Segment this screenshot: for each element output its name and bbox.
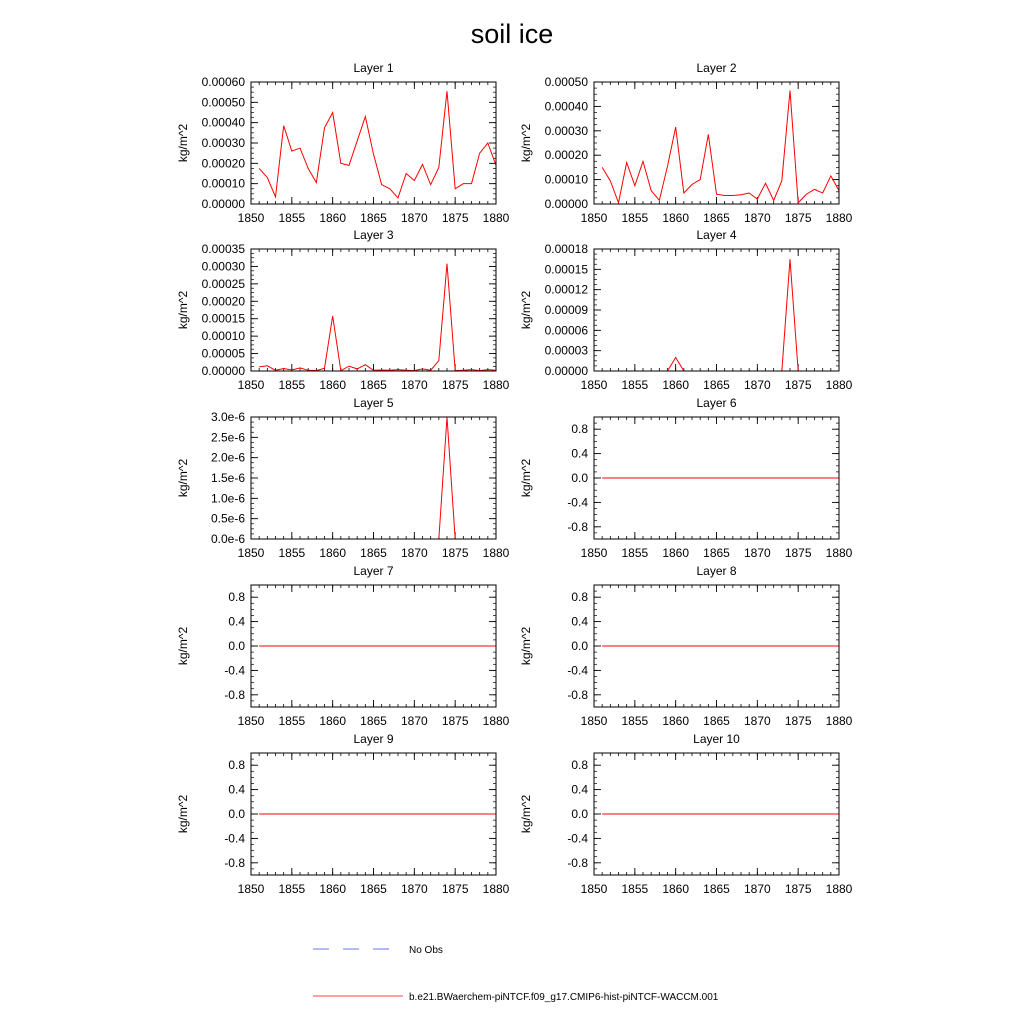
panel-5-xtick-label: 1875 xyxy=(441,546,469,560)
panel-7-ytick-label: 0.4 xyxy=(228,614,245,629)
panel-6-xtick-label: 1880 xyxy=(825,546,853,560)
panel-2 xyxy=(519,61,853,225)
panel-3-frame xyxy=(251,249,496,371)
panel-9-xtick-label: 1850 xyxy=(237,882,265,896)
legend xyxy=(313,945,719,1003)
panel-7-xtick-label: 1875 xyxy=(441,714,469,728)
panel-9-ylabel: kg/m^2 xyxy=(176,794,190,834)
panel-1-xtick-label: 1865 xyxy=(360,211,387,225)
panel-8-xtick-label: 1880 xyxy=(825,714,853,728)
panel-7-ytick-label: -0.4 xyxy=(224,663,245,678)
panel-3-xtick-label: 1865 xyxy=(360,378,387,392)
panel-7-ylabel: kg/m^2 xyxy=(176,626,190,666)
panel-6-ytick-label: -0.4 xyxy=(567,495,588,510)
panel-10-xtick-label: 1850 xyxy=(580,882,608,896)
panel-1-ytick-label: 0.00000 xyxy=(201,197,245,211)
panel-10-xtick-label: 1855 xyxy=(621,882,649,896)
legend-label-model-run: b.e21.BWaerchem-piNTCF.f09_g17.CMIP6-hist-piNTCF-WACCM.001 xyxy=(409,992,719,1003)
panel-1-ytick-label: 0.00040 xyxy=(201,115,245,130)
panel-10-ytick-label: -0.8 xyxy=(567,855,588,870)
panel-6-title: Layer 6 xyxy=(696,396,737,410)
panel-1-ytick-label: 0.00060 xyxy=(201,75,245,89)
panel-4-ytick-label: 0.00018 xyxy=(544,242,588,256)
panel-9-ytick-label: -0.4 xyxy=(224,831,245,846)
panel-4-ytick-label: 0.00006 xyxy=(544,323,588,338)
panel-2-xtick-label: 1880 xyxy=(825,211,853,225)
panel-9-xtick-label: 1860 xyxy=(319,882,347,896)
panel-6-ytick-label: 0.8 xyxy=(571,422,588,437)
panel-4-series-line xyxy=(602,259,839,371)
panel-2-ytick-label: 0.00000 xyxy=(544,197,588,211)
panel-4-ytick-label: 0.00015 xyxy=(544,262,588,277)
panel-1-ytick-label: 0.00030 xyxy=(201,136,245,150)
panel-4-xtick-label: 1875 xyxy=(784,378,812,392)
panel-3 xyxy=(176,228,510,392)
panel-4-ytick-label: 0.00000 xyxy=(544,364,588,378)
panel-8-ylabel: kg/m^2 xyxy=(519,626,533,666)
panel-6-ylabel: kg/m^2 xyxy=(519,458,533,498)
panel-4-ylabel: kg/m^2 xyxy=(519,290,533,330)
panel-1-title: Layer 1 xyxy=(353,61,394,75)
panel-2-xtick-label: 1855 xyxy=(621,211,649,225)
panel-8-ytick-label: 0.0 xyxy=(571,639,588,653)
panel-7-ytick-label: -0.8 xyxy=(224,687,245,702)
panel-10-ytick-label: 0.8 xyxy=(571,758,588,773)
panel-1-ylabel: kg/m^2 xyxy=(176,123,190,163)
panel-10-ytick-label: 0.4 xyxy=(571,782,588,797)
panel-5-ytick-label: 2.5e-6 xyxy=(210,430,245,445)
panel-4-xtick-label: 1865 xyxy=(703,378,730,392)
panel-7-xtick-label: 1860 xyxy=(319,714,347,728)
panel-2-xtick-label: 1870 xyxy=(743,211,771,225)
panel-4-frame xyxy=(594,249,839,371)
panel-2-ytick-label: 0.00050 xyxy=(544,75,588,89)
panel-2-ytick-label: 0.00020 xyxy=(544,148,588,163)
panel-3-ytick-label: 0.00025 xyxy=(201,276,245,291)
panel-5-ytick-label: 3.0e-6 xyxy=(210,410,245,424)
panel-3-ylabel: kg/m^2 xyxy=(176,290,190,330)
panel-5-xtick-label: 1850 xyxy=(237,546,265,560)
panel-2-ylabel: kg/m^2 xyxy=(519,123,533,163)
panel-3-xtick-label: 1870 xyxy=(400,378,428,392)
panel-1-xtick-label: 1875 xyxy=(441,211,469,225)
panel-7-xtick-label: 1855 xyxy=(278,714,306,728)
panel-8-xtick-label: 1855 xyxy=(621,714,649,728)
panel-10-xtick-label: 1875 xyxy=(784,882,812,896)
panel-7 xyxy=(176,564,510,728)
panel-6-xtick-label: 1870 xyxy=(743,546,771,560)
panel-10 xyxy=(519,732,853,896)
figure-title: soil ice xyxy=(470,19,554,49)
panel-8-xtick-label: 1860 xyxy=(662,714,690,728)
panel-5-ytick-label: 2.0e-6 xyxy=(210,450,245,465)
panel-10-ytick-label: 0.0 xyxy=(571,807,588,821)
panel-4-xtick-label: 1855 xyxy=(621,378,649,392)
panel-9-xtick-label: 1875 xyxy=(441,882,469,896)
panel-7-title: Layer 7 xyxy=(353,564,394,578)
panel-6-xtick-label: 1855 xyxy=(621,546,649,560)
panel-1-xtick-label: 1855 xyxy=(278,211,306,225)
panel-9-ytick-label: 0.0 xyxy=(228,807,245,821)
panel-9-xtick-label: 1880 xyxy=(482,882,510,896)
panel-9 xyxy=(176,732,510,896)
panel-5-xtick-label: 1855 xyxy=(278,546,306,560)
panel-8-xtick-label: 1870 xyxy=(743,714,771,728)
panel-4-ytick-label: 0.00012 xyxy=(544,282,588,297)
panel-3-title: Layer 3 xyxy=(353,228,394,242)
panel-8-xtick-label: 1875 xyxy=(784,714,812,728)
panel-6-xtick-label: 1875 xyxy=(784,546,812,560)
panel-4-xtick-label: 1880 xyxy=(825,378,853,392)
panel-1-series-line xyxy=(259,91,496,198)
panel-3-ytick-label: 0.00035 xyxy=(201,242,245,256)
panel-3-xtick-label: 1850 xyxy=(237,378,265,392)
panel-7-xtick-label: 1870 xyxy=(400,714,428,728)
panel-9-ytick-label: 0.4 xyxy=(228,782,245,797)
panel-8-ytick-label: 0.8 xyxy=(571,590,588,605)
panel-5-ytick-label: 0.0e-6 xyxy=(210,532,245,546)
panel-9-xtick-label: 1865 xyxy=(360,882,387,896)
panel-7-xtick-label: 1850 xyxy=(237,714,265,728)
panel-6-xtick-label: 1850 xyxy=(580,546,608,560)
panel-2-xtick-label: 1860 xyxy=(662,211,690,225)
panel-1-xtick-label: 1850 xyxy=(237,211,265,225)
panel-2-ytick-label: 0.00040 xyxy=(544,99,588,114)
panel-6-xtick-label: 1860 xyxy=(662,546,690,560)
panel-5-xtick-label: 1860 xyxy=(319,546,347,560)
panel-2-frame xyxy=(594,82,839,204)
panel-2-series-line xyxy=(602,91,839,203)
panel-8-xtick-label: 1865 xyxy=(703,714,730,728)
panel-10-xtick-label: 1870 xyxy=(743,882,771,896)
panel-5-ylabel: kg/m^2 xyxy=(176,458,190,498)
panel-6 xyxy=(519,396,853,560)
panel-3-ytick-label: 0.00010 xyxy=(201,329,245,344)
panel-4-ytick-label: 0.00009 xyxy=(544,303,588,317)
panel-2-ytick-label: 0.00010 xyxy=(544,172,588,187)
panel-8-ytick-label: -0.8 xyxy=(567,687,588,702)
panel-1 xyxy=(176,61,510,225)
panel-10-xtick-label: 1880 xyxy=(825,882,853,896)
panel-8-xtick-label: 1850 xyxy=(580,714,608,728)
panel-1-xtick-label: 1860 xyxy=(319,211,347,225)
panel-6-xtick-label: 1865 xyxy=(703,546,730,560)
panel-9-xtick-label: 1855 xyxy=(278,882,306,896)
panel-1-ytick-label: 0.00050 xyxy=(201,95,245,110)
panel-8-ytick-label: 0.4 xyxy=(571,614,588,629)
panel-3-ytick-label: 0.00020 xyxy=(201,294,245,309)
panel-8-title: Layer 8 xyxy=(696,564,737,578)
panel-5 xyxy=(176,396,510,560)
panel-7-xtick-label: 1880 xyxy=(482,714,510,728)
panel-9-xtick-label: 1870 xyxy=(400,882,428,896)
panel-10-ylabel: kg/m^2 xyxy=(519,794,533,834)
panel-2-title: Layer 2 xyxy=(696,61,737,75)
panel-1-xtick-label: 1880 xyxy=(482,211,510,225)
panel-5-ytick-label: 0.5e-6 xyxy=(210,511,245,526)
panel-3-ytick-label: 0.00015 xyxy=(201,311,245,326)
panel-4-ytick-label: 0.00003 xyxy=(544,343,588,358)
panel-5-xtick-label: 1880 xyxy=(482,546,510,560)
panel-3-series-line xyxy=(259,264,496,371)
panel-9-ytick-label: -0.8 xyxy=(224,855,245,870)
panel-7-xtick-label: 1865 xyxy=(360,714,387,728)
legend-label-no-obs: No Obs xyxy=(409,945,443,956)
panel-7-ytick-label: 0.8 xyxy=(228,590,245,605)
panel-4-title: Layer 4 xyxy=(696,228,737,242)
panel-6-ytick-label: 0.4 xyxy=(571,446,588,461)
panel-5-ytick-label: 1.5e-6 xyxy=(210,471,245,485)
panel-4-xtick-label: 1860 xyxy=(662,378,690,392)
panel-10-xtick-label: 1860 xyxy=(662,882,690,896)
panel-4-xtick-label: 1850 xyxy=(580,378,608,392)
panel-4 xyxy=(519,228,853,392)
panel-4-xtick-label: 1870 xyxy=(743,378,771,392)
panels xyxy=(176,61,853,896)
panel-8 xyxy=(519,564,853,728)
panel-3-xtick-label: 1880 xyxy=(482,378,510,392)
panel-3-ytick-label: 0.00030 xyxy=(201,259,245,274)
panel-5-ytick-label: 1.0e-6 xyxy=(210,491,245,506)
panel-6-ytick-label: 0.0 xyxy=(571,471,588,485)
panel-10-xtick-label: 1865 xyxy=(703,882,730,896)
panel-2-xtick-label: 1865 xyxy=(703,211,730,225)
panel-2-xtick-label: 1875 xyxy=(784,211,812,225)
panel-3-xtick-label: 1860 xyxy=(319,378,347,392)
panel-3-xtick-label: 1855 xyxy=(278,378,306,392)
panel-10-title: Layer 10 xyxy=(693,732,740,746)
panel-1-xtick-label: 1870 xyxy=(400,211,428,225)
panel-8-ytick-label: -0.4 xyxy=(567,663,588,678)
panel-3-ytick-label: 0.00005 xyxy=(201,346,245,361)
panel-2-ytick-label: 0.00030 xyxy=(544,123,588,138)
panel-2-xtick-label: 1850 xyxy=(580,211,608,225)
panel-5-series-line xyxy=(259,417,496,539)
panel-1-ytick-label: 0.00020 xyxy=(201,156,245,171)
panel-5-frame xyxy=(251,417,496,539)
panel-6-ytick-label: -0.8 xyxy=(567,519,588,534)
panel-9-ytick-label: 0.8 xyxy=(228,758,245,773)
panel-3-xtick-label: 1875 xyxy=(441,378,469,392)
panel-5-title: Layer 5 xyxy=(353,396,394,410)
panel-7-ytick-label: 0.0 xyxy=(228,639,245,653)
panel-3-ytick-label: 0.00000 xyxy=(201,364,245,378)
panel-1-ytick-label: 0.00010 xyxy=(201,176,245,191)
panel-5-xtick-label: 1865 xyxy=(360,546,387,560)
panel-9-title: Layer 9 xyxy=(353,732,394,746)
panel-10-ytick-label: -0.4 xyxy=(567,831,588,846)
panel-5-xtick-label: 1870 xyxy=(400,546,428,560)
